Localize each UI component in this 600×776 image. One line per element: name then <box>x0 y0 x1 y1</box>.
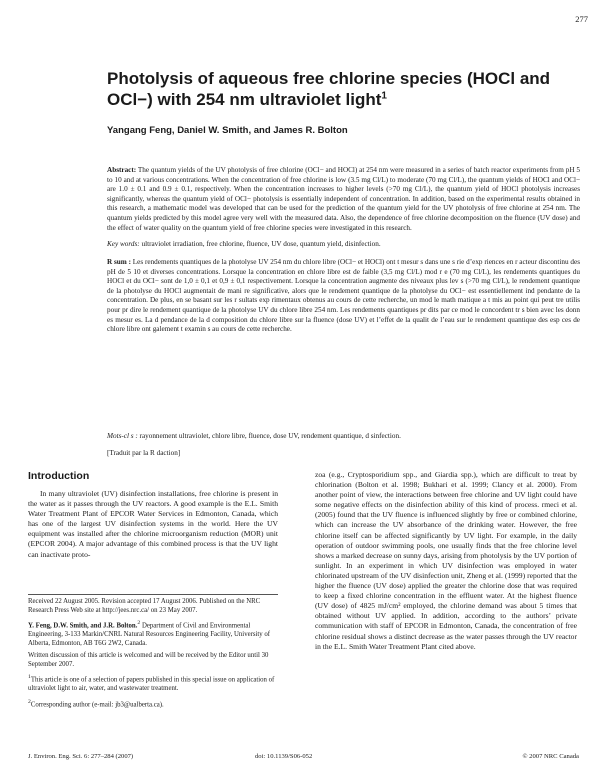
intro-paragraph-right: zoa (e.g., Cryptosporidium spp., and Giardia spp.), which are difficult to treat by chlorination (Bolton et al. 1998; Bukhari et al. 1999; Clancy et al. 2000). From another point of view, the interactions between free chlorine and UV light could have some negative effects on the disinfection ability of this kind of process. rmeci et al. (2005) found that the UV fluence is influenced slightly by free or combined chlorine, which can increase the UV absorbance of the drinking water. However, the free chlorine itself can be affected significantly by UV light. For example, in the daily operation of outdoor swimming pools, one usually finds that the free chlorine level shows a marked decrease on sunny days, arising from photolysis by the UV portion of sunlight. In an experiment in which UV disinfection was employed in water chlorinated upstream of the UV disinfection unit, Zheng et al. (1999) reported that the higher the fluence (UV dose) applied the greater the chlorine dose that was required to keep a fixed chlorine concentration in the effluent water. At the highest fluence (UV dose) of 4825 mJ/cm² employed, the chlorine demand was about 5 times that obtained without UV applied. In addition, according to the authors’ private communication with staff of EPCOR in Edmonton, Canada, the concentration of free chlorine residual shows a distinct decrease as the water passes through the UV reactor in the E.L. Smith Water Treatment Plant cited above. <box>315 470 578 651</box>
journal-citation: J. Environ. Eng. Sci. 6: 277–284 (2007) <box>28 753 134 760</box>
affil-text: Department of Civil and Environmental Engineering, 3-133 Markin/CNRL Natural Resources Engineering Facility, University of Alberta, Edmonton, AB T6G 2W2, Canada. <box>28 622 271 647</box>
keywords-label: Key words: <box>107 240 140 248</box>
footnote-1 <box>28 673 278 693</box>
keywords-text: ultraviolet irradiation, free chlorine, fluence, UV dose, quantum yield, disinfection. <box>141 240 381 248</box>
received-note: Received 22 August 2005. Revision accepted 17 August 2006. Published on the NRC Research Press Web site at http://jees.nrc.ca/ on 23 May 2007. <box>28 598 261 614</box>
title-footnote-marker: 1 <box>381 90 387 102</box>
motscles-label: Mots-cl s : <box>107 432 138 440</box>
footnote-1-marker: 1 <box>28 674 31 681</box>
mots-cles <box>107 432 580 442</box>
footnote-1-text: This article is one of a selection of papers published in this special issue on application of ultraviolet light to air, water, and wastewater treatment. <box>28 676 275 693</box>
translation-note: [Traduit par la R daction] <box>107 449 181 457</box>
discussion-note: Written discussion of this article is welcomed and will be received by the Editor until 30 September 2007. <box>28 652 269 668</box>
footnote-box <box>28 594 278 714</box>
abstract-label: Abstract: <box>107 166 137 174</box>
motscles-text: rayonnement ultraviolet, chlore libre, fluence, dose UV, rendement quantique, d sinfection. <box>139 432 401 440</box>
abstract <box>107 166 580 233</box>
intro-paragraph-left: In many ultraviolet (UV) disinfection installations, free chlorine is present in the water as it passes through the UV reactors. A good example is the E.L. Smith Water Treatment Plant of EPCOR Water Services in Edmonton, Canada, which has one of the largest UV disinfection systems in the world. Here the UV equipment was installed after the chlorine microorganism reduction (MOR) unit (EPCOR 2004). A major advantage of this combined process is that the UV light can inactivate proto- <box>28 489 278 559</box>
footnote-2-marker: 2 <box>28 698 31 705</box>
footnote-2 <box>28 698 278 710</box>
resume-text: Les rendements quantiques de la photolyse UV 254 nm du chlore libre (OCl− et HOCl) ont t mesur s dans une s rie d’exp riences en r acteur discontinu des pH de 5 10 et diverses concentrations. Lorsque la concentration en chlore libre est de faible (3,5 mg Cl/L) mod r e (70 mg Cl/L), les rendements quantiques du HOCl et du OCl− sont de 1,0 ± 0,1 et 0,9 ± 0,1 respectivement. Lorsque la concentration augmente des niveaux plus lev s (>70 mg Cl/L), le rendement quantique de la photolyse du HOCl augmentait de mani re significative, alors que le rendement quantique de la photolyse du OCl− est essentiellement ind pendante de la concentration. De plus, en se basant sur les r sultats exp rimentaux obtenus au cours de cette recherche, un mod le math matique a t mis au point qui peut tre utilis pour pr dire le rendement quantique de la photolyse UV du chlore libre 254 nm. Les rendements quantiques pr dits par ce mod le concordent tr s bien avec les donn es mesur es. La d pendance de la d composition du chlore libre sur la fluence (dose UV) et l’effet de la qualit de l’eau sur le rendement quantique des esp ces de chlore libre ont galement t examin s au cours de cette recherche. <box>107 258 580 334</box>
title-text: Photolysis of aqueous free chlorine species (HOCl and OCl−) with 254 nm ultraviolet light <box>107 69 551 109</box>
abstract-text: The quantum yields of the UV photolysis of free chlorine (OCl− and HOCl) at 254 nm were measured in a series of batch reactor experiments from pH 5 to 10 and at various concentrations. When the concentration of free chlorine is low (3.5 mg Cl/L) to moderate (70 mg Cl/L), the quantum yields of HOCl and OCl− are 1.0 ± 0.1 and 0.9 ± 0.1, respectively. When the concentration increases to higher levels (>70 mg Cl/L), the quantum yield of HOCl photolysis increases significantly, whereas the quantum yield of OCl− photolysis is essentially independent of concentration. In addition, based on the experimental results obtained in this research, a mathematic model was developed that can be used for the prediction of the quantum yield for the UV photolysis of free chlorine at 254 nm. The quantum yields predicted by this model agree very well with the measured data. Also, the dependence of free chlorine decomposition on the fluence (UV dose) and the effect of water quality on the quantum yield of free chlorine species were investigated in this research. <box>107 166 580 232</box>
section-heading-introduction: Introduction <box>28 470 90 482</box>
author-list: Yangang Feng, Daniel W. Smith, and James R. Bolton <box>107 125 348 136</box>
article-title <box>107 68 577 110</box>
page-number: 277 <box>575 14 588 24</box>
keywords <box>107 240 580 250</box>
copyright: © 2007 NRC Canada <box>522 753 579 760</box>
footnote-2-text: Corresponding author (e-mail: jb3@ualberta.ca). <box>30 701 164 709</box>
doi: doi: 10.1139/S06-052 <box>255 753 313 760</box>
affil-footnote-marker: 2 <box>137 620 141 627</box>
resume-french <box>107 258 580 335</box>
resume-label: R sum : <box>107 258 131 266</box>
affil-authors: Y. Feng, D.W. Smith, and J.R. Bolton. <box>28 622 138 630</box>
author-affiliation <box>28 619 278 648</box>
